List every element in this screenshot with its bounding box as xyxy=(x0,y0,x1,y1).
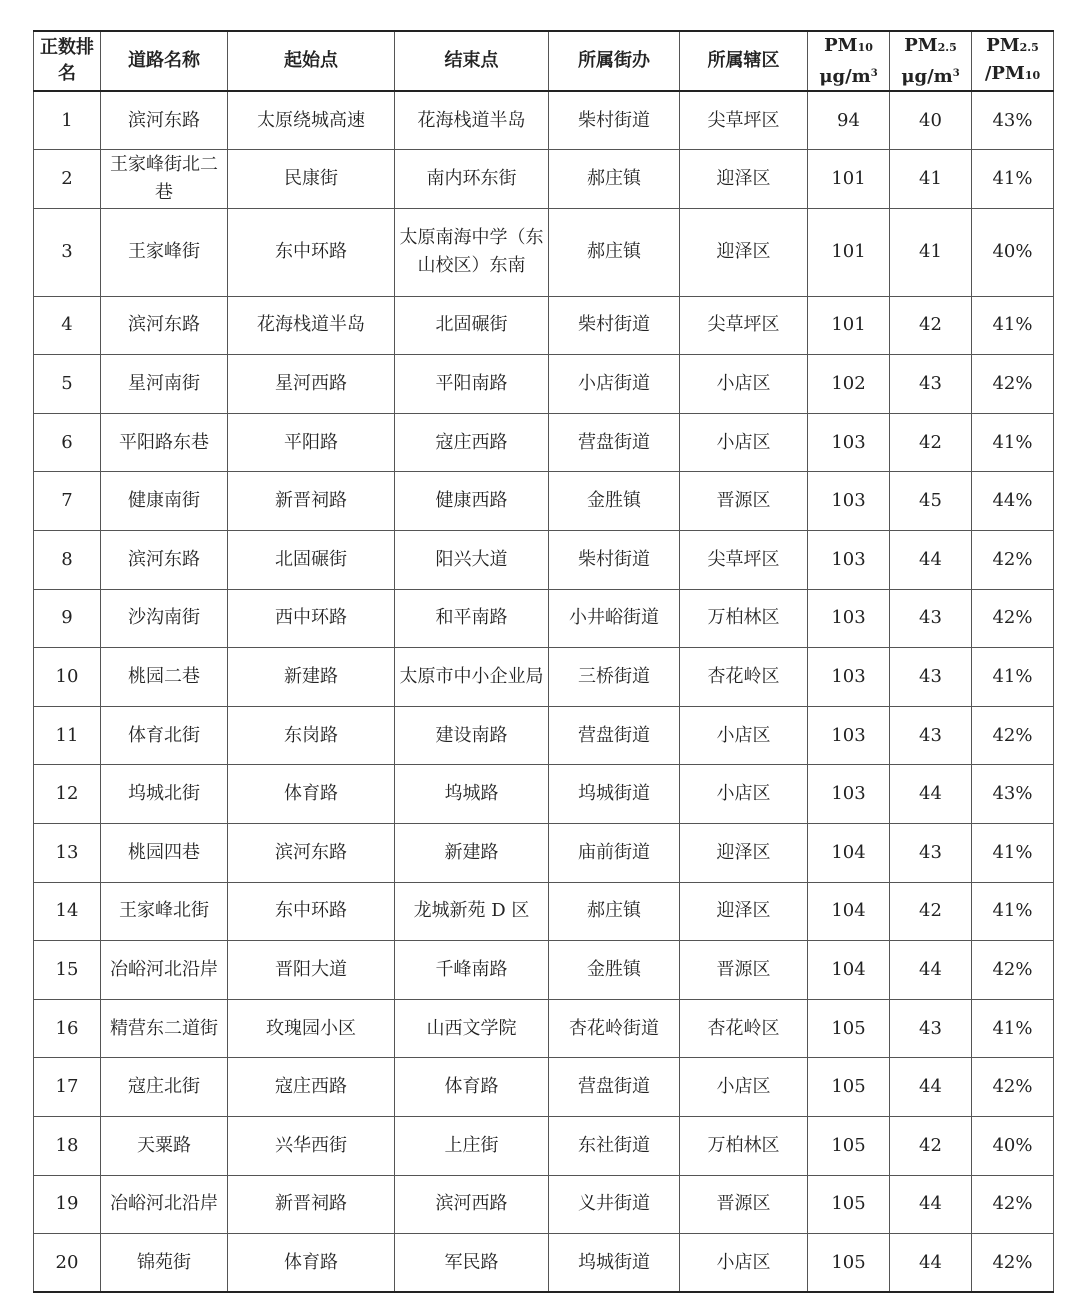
cell-pm-ratio: 42% xyxy=(972,1058,1054,1117)
cell-pm25: 42 xyxy=(890,1117,972,1176)
cell-end-point: 花海栈道半岛 xyxy=(395,91,549,150)
cell-district: 小店区 xyxy=(680,765,808,824)
cell-street-office: 营盘街道 xyxy=(549,413,680,472)
cell-pm25: 43 xyxy=(890,648,972,707)
cell-pm-ratio: 41% xyxy=(972,413,1054,472)
cell-road-name: 王家峰街 xyxy=(101,208,228,296)
table-row xyxy=(34,765,1054,824)
table-row xyxy=(34,1058,1054,1117)
table-row xyxy=(34,413,1054,472)
cell-pm-ratio: 42% xyxy=(972,1234,1054,1293)
cell-road-name: 星河南街 xyxy=(101,355,228,414)
cell-road-name: 冶峪河北沿岸 xyxy=(101,941,228,1000)
cell-start-point: 晋阳大道 xyxy=(228,941,395,1000)
cell-rank: 10 xyxy=(34,648,101,707)
cell-pm-ratio: 40% xyxy=(972,1117,1054,1176)
cell-road-name: 坞城北街 xyxy=(101,765,228,824)
cell-rank: 14 xyxy=(34,882,101,941)
cell-district: 尖草坪区 xyxy=(680,531,808,590)
header-pm25: PM2.5 $\mu g/m^3$ xyxy=(890,31,972,91)
cell-pm25: 44 xyxy=(890,1234,972,1293)
cell-pm10: 103 xyxy=(808,765,890,824)
cell-start-point: 东中环路 xyxy=(228,882,395,941)
cell-district: 小店区 xyxy=(680,706,808,765)
cell-pm25: 43 xyxy=(890,706,972,765)
cell-street-office: 坞城街道 xyxy=(549,1234,680,1293)
cell-pm25: 43 xyxy=(890,589,972,648)
cell-pm-ratio: 41% xyxy=(972,296,1054,355)
cell-pm10: 105 xyxy=(808,1117,890,1176)
cell-district: 杏花岭区 xyxy=(680,999,808,1058)
cell-road-name: 王家峰北街 xyxy=(101,882,228,941)
cell-end-point: 太原南海中学（东山校区）东南 xyxy=(395,208,549,296)
cell-district: 迎泽区 xyxy=(680,824,808,883)
table-row xyxy=(34,824,1054,883)
header-pm-ratio: PM2.5 /PM10 xyxy=(972,31,1054,91)
cell-pm-ratio: 42% xyxy=(972,355,1054,414)
cell-pm10: 103 xyxy=(808,648,890,707)
cell-district: 万柏林区 xyxy=(680,1117,808,1176)
cell-end-point: 健康西路 xyxy=(395,472,549,531)
cell-district: 尖草坪区 xyxy=(680,91,808,150)
cell-pm10: 101 xyxy=(808,150,890,209)
header-district: 所属辖区 xyxy=(680,31,808,91)
table-row xyxy=(34,882,1054,941)
header-street-office: 所属街办 xyxy=(549,31,680,91)
cell-start-point: 新晋祠路 xyxy=(228,472,395,531)
cell-pm25: 41 xyxy=(890,208,972,296)
cell-street-office: 郝庄镇 xyxy=(549,208,680,296)
cell-road-name: 桃园四巷 xyxy=(101,824,228,883)
cell-start-point: 东中环路 xyxy=(228,208,395,296)
header-row xyxy=(34,31,1054,91)
cell-end-point: 阳兴大道 xyxy=(395,531,549,590)
header-pm10: PM10 $\mu g/m^3$ xyxy=(808,31,890,91)
cell-pm25: 42 xyxy=(890,882,972,941)
cell-start-point: 西中环路 xyxy=(228,589,395,648)
cell-street-office: 柴村街道 xyxy=(549,531,680,590)
cell-street-office: 义井街道 xyxy=(549,1175,680,1234)
cell-rank: 16 xyxy=(34,999,101,1058)
cell-end-point: 山西文学院 xyxy=(395,999,549,1058)
cell-rank: 15 xyxy=(34,941,101,1000)
cell-road-name: 平阳路东巷 xyxy=(101,413,228,472)
cell-rank: 13 xyxy=(34,824,101,883)
cell-rank: 8 xyxy=(34,531,101,590)
cell-street-office: 金胜镇 xyxy=(549,472,680,531)
cell-pm-ratio: 42% xyxy=(972,589,1054,648)
cell-end-point: 南内环东街 xyxy=(395,150,549,209)
cell-pm-ratio: 43% xyxy=(972,765,1054,824)
cell-end-point: 平阳南路 xyxy=(395,355,549,414)
cell-pm25: 42 xyxy=(890,296,972,355)
table-row xyxy=(34,472,1054,531)
cell-rank: 20 xyxy=(34,1234,101,1293)
cell-district: 尖草坪区 xyxy=(680,296,808,355)
cell-pm10: 94 xyxy=(808,91,890,150)
cell-pm10: 103 xyxy=(808,706,890,765)
cell-street-office: 金胜镇 xyxy=(549,941,680,1000)
table-row xyxy=(34,296,1054,355)
cell-pm25: 42 xyxy=(890,413,972,472)
cell-end-point: 千峰南路 xyxy=(395,941,549,1000)
cell-pm-ratio: 41% xyxy=(972,824,1054,883)
cell-start-point: 民康街 xyxy=(228,150,395,209)
cell-pm10: 102 xyxy=(808,355,890,414)
cell-pm10: 105 xyxy=(808,999,890,1058)
cell-street-office: 郝庄镇 xyxy=(549,150,680,209)
cell-pm-ratio: 44% xyxy=(972,472,1054,531)
cell-pm-ratio: 41% xyxy=(972,999,1054,1058)
cell-rank: 6 xyxy=(34,413,101,472)
cell-pm-ratio: 41% xyxy=(972,882,1054,941)
cell-start-point: 新晋祠路 xyxy=(228,1175,395,1234)
table-row xyxy=(34,531,1054,590)
cell-start-point: 花海栈道半岛 xyxy=(228,296,395,355)
cell-street-office: 杏花岭街道 xyxy=(549,999,680,1058)
cell-pm25: 44 xyxy=(890,765,972,824)
cell-district: 小店区 xyxy=(680,1234,808,1293)
cell-pm-ratio: 41% xyxy=(972,150,1054,209)
cell-end-point: 上庄街 xyxy=(395,1117,549,1176)
cell-pm25: 44 xyxy=(890,1175,972,1234)
cell-pm10: 101 xyxy=(808,296,890,355)
cell-pm25: 40 xyxy=(890,91,972,150)
cell-pm10: 105 xyxy=(808,1234,890,1293)
cell-street-office: 庙前街道 xyxy=(549,824,680,883)
cell-pm10: 103 xyxy=(808,531,890,590)
cell-pm-ratio: 43% xyxy=(972,91,1054,150)
cell-rank: 2 xyxy=(34,150,101,209)
cell-start-point: 玫瑰园小区 xyxy=(228,999,395,1058)
table-row xyxy=(34,706,1054,765)
cell-pm10: 103 xyxy=(808,472,890,531)
cell-start-point: 兴华西街 xyxy=(228,1117,395,1176)
cell-end-point: 太原市中小企业局 xyxy=(395,648,549,707)
cell-district: 晋源区 xyxy=(680,472,808,531)
cell-road-name: 健康南街 xyxy=(101,472,228,531)
cell-district: 迎泽区 xyxy=(680,882,808,941)
cell-pm-ratio: 42% xyxy=(972,1175,1054,1234)
table-row xyxy=(34,999,1054,1058)
cell-district: 万柏林区 xyxy=(680,589,808,648)
cell-district: 小店区 xyxy=(680,1058,808,1117)
cell-start-point: 星河西路 xyxy=(228,355,395,414)
cell-start-point: 体育路 xyxy=(228,1234,395,1293)
cell-street-office: 三桥街道 xyxy=(549,648,680,707)
cell-district: 迎泽区 xyxy=(680,150,808,209)
cell-street-office: 郝庄镇 xyxy=(549,882,680,941)
cell-street-office: 营盘街道 xyxy=(549,1058,680,1117)
cell-start-point: 滨河东路 xyxy=(228,824,395,883)
cell-district: 晋源区 xyxy=(680,1175,808,1234)
cell-pm25: 41 xyxy=(890,150,972,209)
cell-rank: 19 xyxy=(34,1175,101,1234)
cell-pm10: 105 xyxy=(808,1058,890,1117)
cell-start-point: 平阳路 xyxy=(228,413,395,472)
cell-rank: 3 xyxy=(34,208,101,296)
header-end-point: 结束点 xyxy=(395,31,549,91)
cell-pm25: 43 xyxy=(890,355,972,414)
cell-pm-ratio: 42% xyxy=(972,941,1054,1000)
cell-start-point: 北固碾街 xyxy=(228,531,395,590)
cell-rank: 18 xyxy=(34,1117,101,1176)
cell-rank: 9 xyxy=(34,589,101,648)
cell-start-point: 东岗路 xyxy=(228,706,395,765)
table-row xyxy=(34,941,1054,1000)
header-start-point: 起始点 xyxy=(228,31,395,91)
cell-rank: 17 xyxy=(34,1058,101,1117)
pollution-ranking-table xyxy=(33,30,1054,1293)
table-row xyxy=(34,1234,1054,1293)
cell-end-point: 和平南路 xyxy=(395,589,549,648)
cell-street-office: 营盘街道 xyxy=(549,706,680,765)
cell-start-point: 寇庄西路 xyxy=(228,1058,395,1117)
table-row xyxy=(34,589,1054,648)
cell-end-point: 坞城路 xyxy=(395,765,549,824)
cell-rank: 12 xyxy=(34,765,101,824)
table-row xyxy=(34,648,1054,707)
cell-pm-ratio: 42% xyxy=(972,531,1054,590)
cell-pm25: 44 xyxy=(890,531,972,590)
cell-pm10: 105 xyxy=(808,1175,890,1234)
cell-pm25: 44 xyxy=(890,941,972,1000)
header-rank: 正数排名 xyxy=(34,31,101,91)
cell-road-name: 王家峰街北二巷 xyxy=(101,150,228,209)
cell-end-point: 龙城新苑 D 区 xyxy=(395,882,549,941)
cell-street-office: 小店街道 xyxy=(549,355,680,414)
cell-road-name: 滨河东路 xyxy=(101,91,228,150)
cell-end-point: 建设南路 xyxy=(395,706,549,765)
table-row xyxy=(34,355,1054,414)
cell-rank: 5 xyxy=(34,355,101,414)
table-row xyxy=(34,1117,1054,1176)
cell-rank: 4 xyxy=(34,296,101,355)
cell-district: 杏花岭区 xyxy=(680,648,808,707)
cell-pm25: 43 xyxy=(890,999,972,1058)
cell-pm10: 103 xyxy=(808,589,890,648)
cell-street-office: 柴村街道 xyxy=(549,296,680,355)
cell-end-point: 北固碾街 xyxy=(395,296,549,355)
cell-pm10: 101 xyxy=(808,208,890,296)
cell-road-name: 天粟路 xyxy=(101,1117,228,1176)
table-body xyxy=(34,91,1054,1292)
cell-road-name: 冶峪河北沿岸 xyxy=(101,1175,228,1234)
cell-end-point: 新建路 xyxy=(395,824,549,883)
cell-end-point: 军民路 xyxy=(395,1234,549,1293)
cell-start-point: 太原绕城高速 xyxy=(228,91,395,150)
cell-road-name: 锦苑街 xyxy=(101,1234,228,1293)
cell-pm10: 104 xyxy=(808,824,890,883)
cell-district: 小店区 xyxy=(680,355,808,414)
cell-pm-ratio: 42% xyxy=(972,706,1054,765)
cell-pm25: 43 xyxy=(890,824,972,883)
cell-road-name: 体育北街 xyxy=(101,706,228,765)
cell-road-name: 滨河东路 xyxy=(101,296,228,355)
cell-rank: 1 xyxy=(34,91,101,150)
table-row xyxy=(34,150,1054,209)
cell-street-office: 东社街道 xyxy=(549,1117,680,1176)
cell-road-name: 精营东二道街 xyxy=(101,999,228,1058)
table-row xyxy=(34,1175,1054,1234)
cell-end-point: 体育路 xyxy=(395,1058,549,1117)
cell-pm-ratio: 40% xyxy=(972,208,1054,296)
cell-street-office: 坞城街道 xyxy=(549,765,680,824)
cell-rank: 11 xyxy=(34,706,101,765)
cell-pm25: 44 xyxy=(890,1058,972,1117)
cell-street-office: 小井峪街道 xyxy=(549,589,680,648)
cell-road-name: 桃园二巷 xyxy=(101,648,228,707)
cell-district: 小店区 xyxy=(680,413,808,472)
header-road-name: 道路名称 xyxy=(101,31,228,91)
cell-end-point: 寇庄西路 xyxy=(395,413,549,472)
cell-district: 迎泽区 xyxy=(680,208,808,296)
cell-road-name: 滨河东路 xyxy=(101,531,228,590)
cell-pm-ratio: 41% xyxy=(972,648,1054,707)
cell-district: 晋源区 xyxy=(680,941,808,1000)
cell-start-point: 体育路 xyxy=(228,765,395,824)
table-row xyxy=(34,91,1054,150)
cell-road-name: 沙沟南街 xyxy=(101,589,228,648)
cell-end-point: 滨河西路 xyxy=(395,1175,549,1234)
table-row xyxy=(34,208,1054,296)
cell-start-point: 新建路 xyxy=(228,648,395,707)
cell-pm25: 45 xyxy=(890,472,972,531)
cell-rank: 7 xyxy=(34,472,101,531)
cell-pm10: 104 xyxy=(808,941,890,1000)
cell-pm10: 104 xyxy=(808,882,890,941)
cell-pm10: 103 xyxy=(808,413,890,472)
cell-road-name: 寇庄北街 xyxy=(101,1058,228,1117)
cell-street-office: 柴村街道 xyxy=(549,91,680,150)
